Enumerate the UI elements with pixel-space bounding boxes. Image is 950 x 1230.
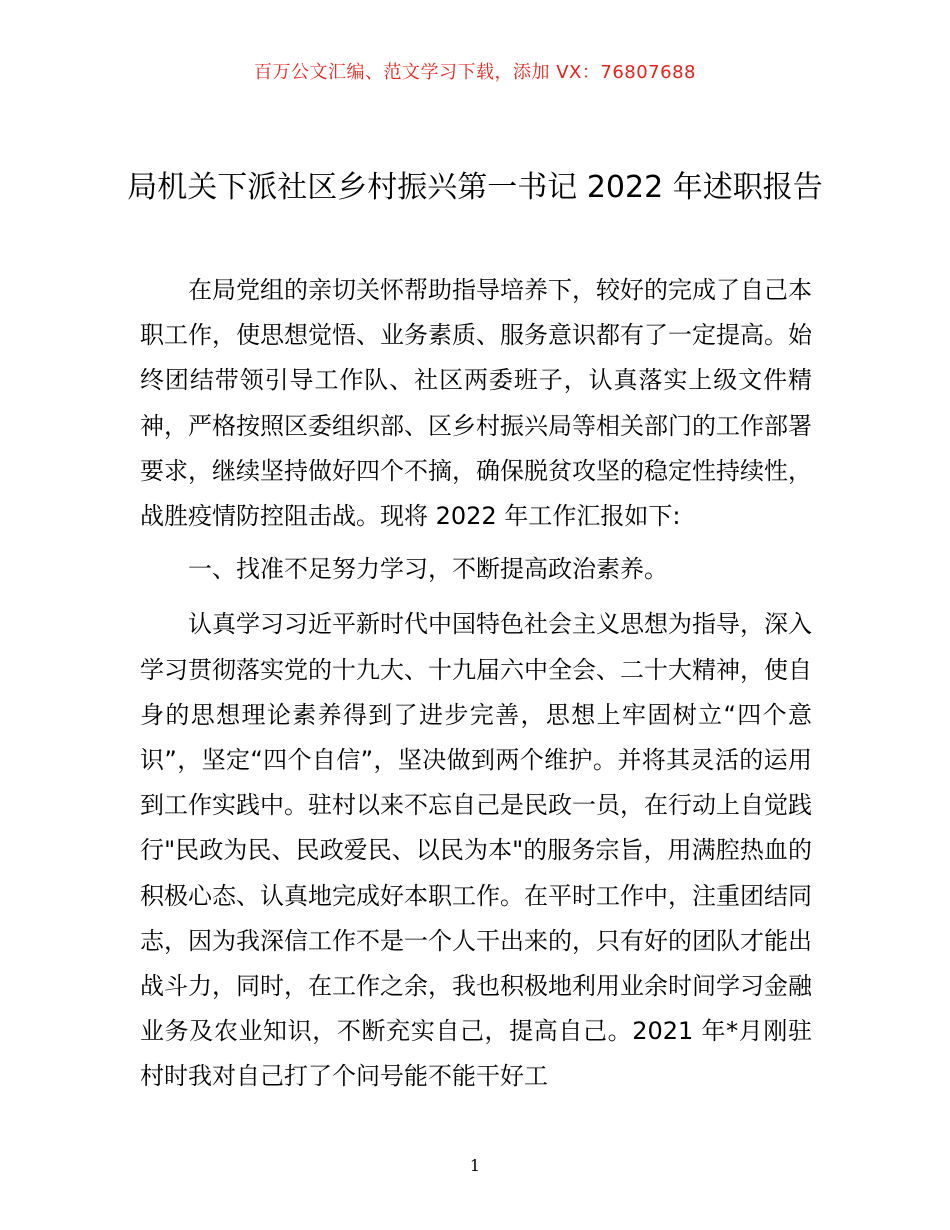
document-body bbox=[140, 268, 812, 1100]
body-paragraph: 认真学习习近平新时代中国特色社会主义思想为指导，深入学习贯彻落实党的十九大、十九届六中全会、二十大精神，使自身的思想理论素养得到了进步完善，思想上牢固树立“四个意识”，坚定“四个自信”，坚决做到两个维护。并将其灵活的运用到工作实践中。驻村以来不忘自己是民政一员，在行动上自觉践行"民政为民、民政爱民、以民为本"的服务宗旨，用满腔热血的积极心态、认真地完成好本职工作。在平时工作中，注重团结同志，因为我深信工作不是一个人干出来的，只有好的团队才能出战斗力，同时，在工作之余，我也积极地利用业余时间学习金融业务及农业知识，不断充实自己，提高自己。2021 年*月刚驻村时我对自己打了个问号能不能干好工 bbox=[140, 610, 812, 1091]
section-heading: 一、找准不足努力学习，不断提高政治素养。 bbox=[188, 555, 668, 584]
document-title: 局机关下派社区乡村振兴第一书记 2022 年述职报告 bbox=[127, 170, 823, 205]
intro-paragraph: 在局党组的亲切关怀帮助指导培养下，较好的完成了自己本职工作，使思想觉悟、业务素质、服务意识都有了一定提高。始终团结带领引导工作队、社区两委班子，认真落实上级文件精神，严格按照区委组织部、区乡村振兴局等相关部门的工作部署要求，继续坚持做好四个不摘，确保脱贫攻坚的稳定性持续性，战胜疫情防控阻击战。现将 2022 年工作汇报如下: bbox=[140, 276, 812, 531]
header-note: 百万公文汇编、范文学习下载，添加 VX：76807688 bbox=[254, 62, 696, 83]
page-number: 1 bbox=[469, 1156, 481, 1175]
